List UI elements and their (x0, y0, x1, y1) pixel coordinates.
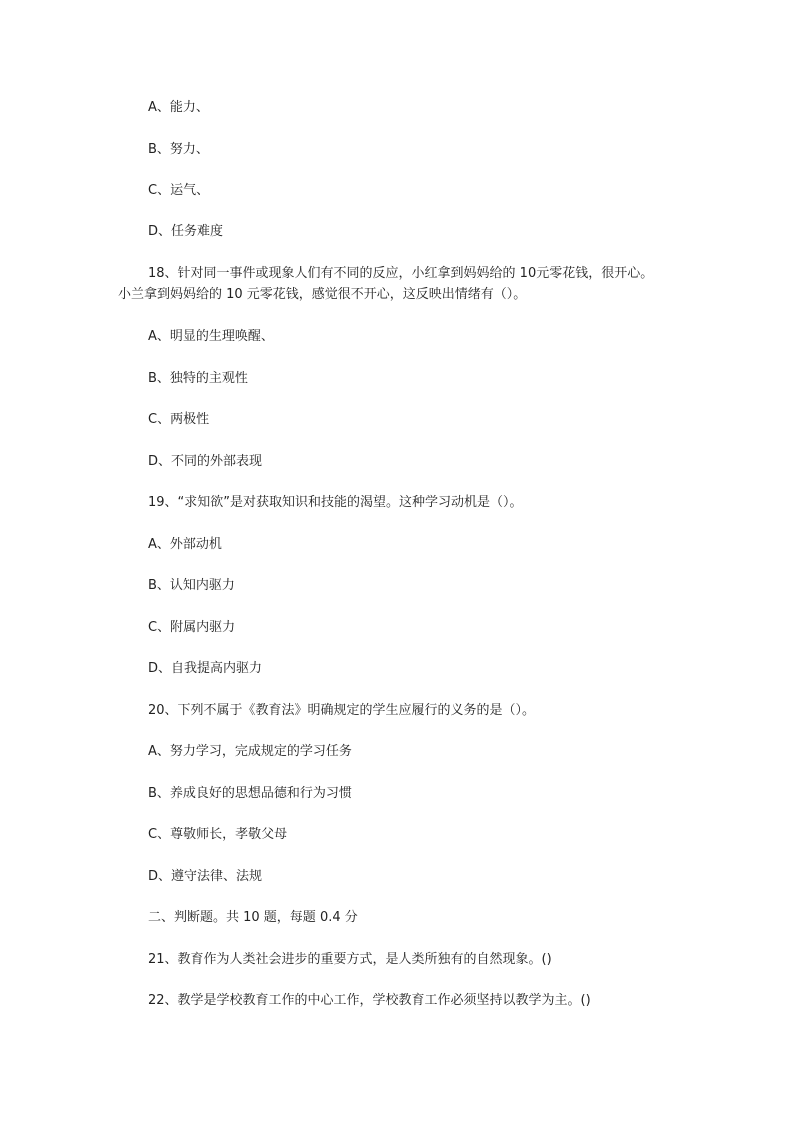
q17-option-c: C、运气、 (148, 183, 210, 198)
q19-option-d: D、自我提高内驱力 (148, 661, 263, 676)
q22-text: 22、教学是学校教育工作的中心工作，学校教育工作必须坚持以教学为主。() (148, 993, 591, 1008)
q19-option-c: C、附属内驱力 (148, 620, 236, 635)
q17-option-b: B、努力、 (148, 142, 209, 157)
q17-option-a: A、能力、 (148, 100, 209, 115)
q18-option-b: B、独特的主观性 (148, 371, 248, 386)
q17-option-d: D、任务难度 (148, 224, 224, 239)
q18-option-d: D、不同的外部表现 (148, 454, 263, 469)
q21-text: 21、教育作为人类社会进步的重要方式，是人类所独有的自然现象。() (148, 952, 552, 967)
q20-option-b: B、养成良好的思想品德和行为习惯 (148, 786, 352, 801)
q20-option-a: A、努力学习，完成规定的学习任务 (148, 744, 352, 759)
q20-option-c: C、尊敬师长，孝敬父母 (148, 827, 288, 842)
q19-text: 19、“求知欲”是对获取知识和技能的渴望。这种学习动机是（）。 (148, 495, 523, 510)
q20-text: 20、下列不属于《教育法》明确规定的学生应履行的义务的是（）。 (148, 703, 536, 718)
q20-option-d: D、遵守法律、法规 (148, 869, 263, 884)
section-heading-true-false: 二、判断题。共 10 题，每题 0.4 分 (148, 910, 358, 925)
q18-option-c: C、两极性 (148, 412, 210, 427)
q18-text-line1: 18、针对同一事件或现象人们有不同的反应，小红拿到妈妈给的 10元零花钱，很开心。 (148, 266, 654, 281)
q19-option-a: A、外部动机 (148, 537, 222, 552)
q18-option-a: A、明显的生理唤醒、 (148, 329, 274, 344)
q18-text-line2: 小兰拿到妈妈给的 10 元零花钱，感觉很不开心，这反映出情绪有（）。 (118, 287, 527, 302)
q19-option-b: B、认知内驱力 (148, 578, 235, 593)
